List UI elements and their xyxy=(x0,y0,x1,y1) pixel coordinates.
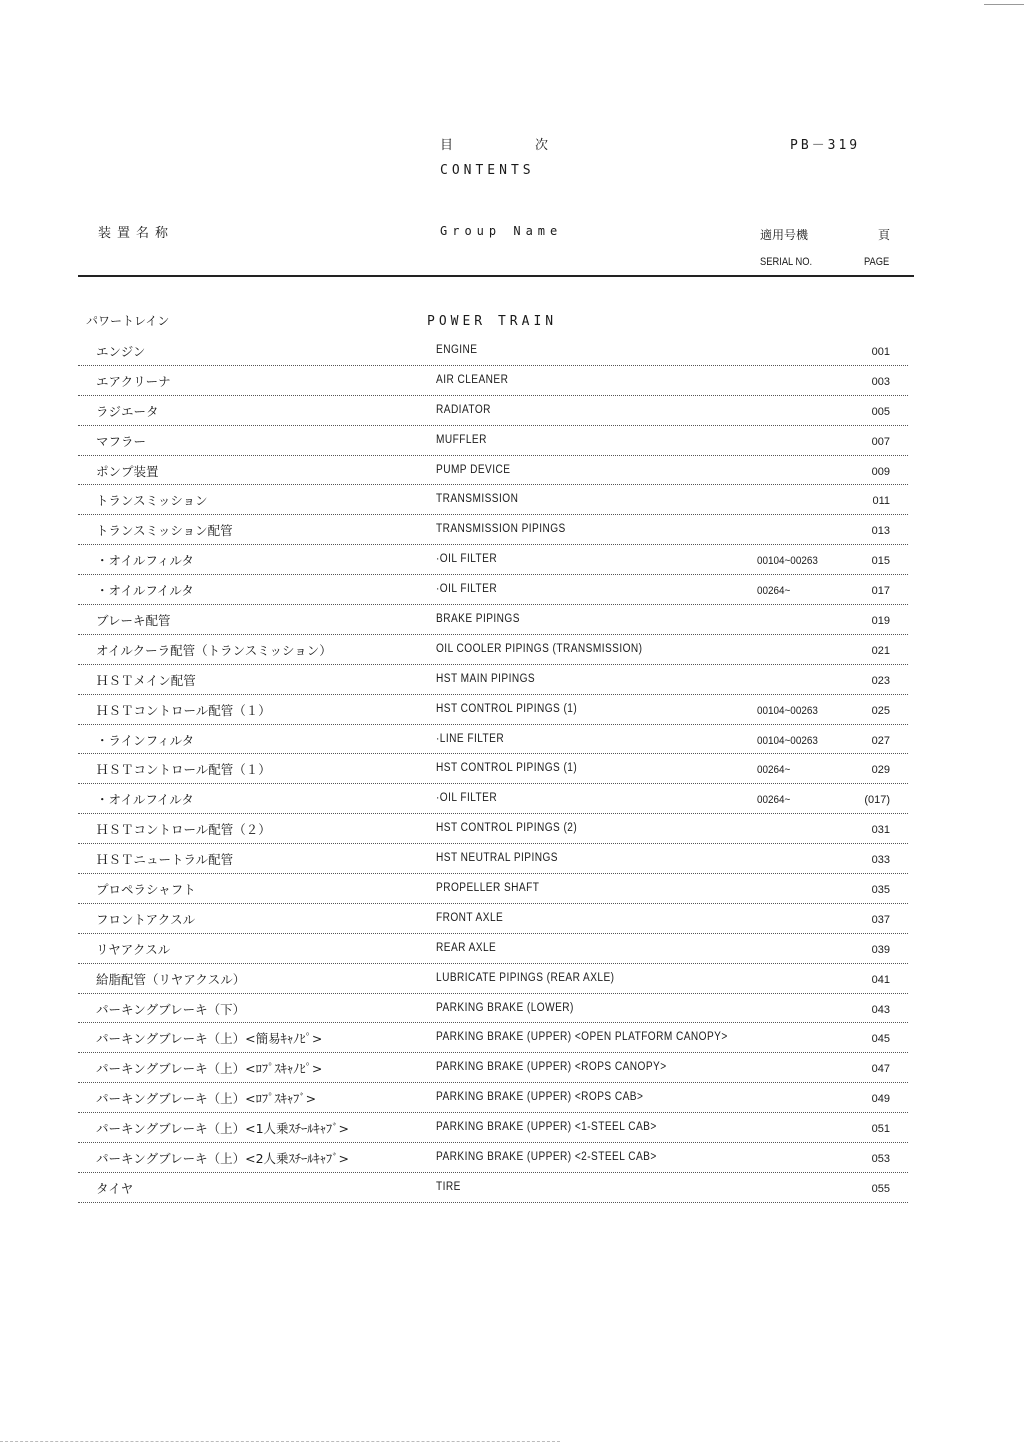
row-name-en: PUMP DEVICE xyxy=(436,463,511,476)
row-name-jp: ＨＳＴニュートラル配管 xyxy=(96,852,234,868)
row-page: (017) xyxy=(864,794,890,807)
row-page: 051 xyxy=(871,1123,890,1136)
row-name-en: ·OIL FILTER xyxy=(436,553,498,566)
row-name-jp: ＨＳＴコントロール配管（１） xyxy=(96,762,271,778)
section-title-jp: パワートレイン xyxy=(86,314,170,328)
contents-row xyxy=(78,426,908,456)
row-name-en: PARKING BRAKE (LOWER) xyxy=(436,1001,574,1014)
row-name-en: HST MAIN PIPINGS xyxy=(436,672,536,685)
contents-row xyxy=(78,336,908,366)
row-serial-no: 00104~00263 xyxy=(757,555,818,568)
contents-row xyxy=(78,934,908,964)
row-page: 015 xyxy=(871,555,890,568)
row-page: 023 xyxy=(871,674,890,687)
row-name-jp: ・ラインフィルタ xyxy=(96,732,195,748)
contents-row xyxy=(78,635,908,665)
row-page: 041 xyxy=(871,973,890,986)
row-name-en: TIRE xyxy=(436,1180,461,1193)
contents-row xyxy=(78,545,908,575)
contents-list xyxy=(0,336,1024,1203)
section-title-en: POWER TRAIN xyxy=(427,314,558,329)
row-name-en: ·LINE FILTER xyxy=(436,732,505,745)
row-page: 031 xyxy=(871,824,890,837)
row-page: 013 xyxy=(871,525,890,538)
row-name-jp: パーキングブレーキ（上）<簡易ｷｬﾉﾋﾟ> xyxy=(96,1031,323,1047)
contents-row xyxy=(78,874,908,904)
contents-row xyxy=(78,515,908,545)
row-name-jp: パーキングブレーキ（下） xyxy=(96,1001,246,1017)
contents-row xyxy=(78,456,908,486)
contents-row xyxy=(78,904,908,934)
row-name-jp: ＨＳＴコントロール配管（１） xyxy=(96,702,271,718)
row-name-jp: ＨＳＴコントロール配管（２） xyxy=(96,822,271,838)
header-divider xyxy=(78,275,914,277)
row-name-jp: マフラー xyxy=(96,433,147,449)
document-code: PB－319 xyxy=(790,138,861,153)
row-name-en: PARKING BRAKE (UPPER) <1-STEEL CAB> xyxy=(436,1121,657,1134)
row-name-en: AIR CLEANER xyxy=(436,373,509,386)
row-serial-no: 00264~ xyxy=(757,585,791,598)
row-name-jp: パーキングブレーキ（上）<2人乗ｽﾁｰﾙｷｬﾌﾞ> xyxy=(96,1151,350,1167)
column-header-page-jp: 頁 xyxy=(878,228,891,242)
contents-row xyxy=(78,994,908,1024)
row-page: 043 xyxy=(871,1003,890,1016)
column-header-serial-jp: 適用号機 xyxy=(760,228,809,242)
row-name-en: PARKING BRAKE (UPPER) <ROPS CAB> xyxy=(436,1091,644,1104)
row-name-jp: ポンプ装置 xyxy=(96,463,159,479)
row-name-en: BRAKE PIPINGS xyxy=(436,613,520,626)
contents-row xyxy=(78,814,908,844)
row-name-jp: パーキングブレーキ（上）<ﾛﾌﾟｽｷｬﾉﾋﾟ> xyxy=(96,1061,323,1077)
row-page: 005 xyxy=(871,405,890,418)
row-name-jp: リヤアクスル xyxy=(96,941,171,957)
row-name-jp: ・オイルフイルタ xyxy=(96,792,194,808)
scan-edge-mark xyxy=(984,4,1024,5)
row-name-en: ENGINE xyxy=(436,344,478,356)
contents-row xyxy=(78,695,908,725)
row-name-en: PARKING BRAKE (UPPER) <OPEN PLATFORM CANOPY> xyxy=(436,1031,728,1044)
contents-row xyxy=(78,1083,908,1113)
row-page: 007 xyxy=(871,435,890,448)
row-page: 001 xyxy=(871,346,890,358)
row-name-en: FRONT AXLE xyxy=(436,911,504,924)
contents-row xyxy=(78,754,908,784)
row-name-jp: 給脂配管（リヤアクスル） xyxy=(96,971,246,987)
row-name-en: HST NEUTRAL PIPINGS xyxy=(436,852,558,865)
contents-row xyxy=(78,964,908,994)
row-page: 009 xyxy=(871,465,890,478)
page-title-en: CONTENTS xyxy=(440,163,535,178)
row-name-jp: パーキングブレーキ（上）<1人乗ｽﾁｰﾙｷｬﾌﾞ> xyxy=(96,1121,350,1137)
scan-bottom-artifact xyxy=(0,1441,560,1443)
row-name-jp: ・オイルフィルタ xyxy=(96,553,194,569)
row-name-en: MUFFLER xyxy=(436,433,487,446)
row-name-jp: トランスミッション配管 xyxy=(96,523,233,539)
row-name-jp: ＨＳＴメイン配管 xyxy=(96,672,196,688)
row-name-jp: エンジン xyxy=(96,344,146,359)
contents-row xyxy=(78,844,908,874)
row-name-jp: オイルクーラ配管（トランスミッション） xyxy=(96,642,332,658)
row-name-en: HST CONTROL PIPINGS (2) xyxy=(436,822,578,835)
row-name-jp: プロペラシャフト xyxy=(96,882,196,898)
contents-row xyxy=(78,396,908,426)
contents-row xyxy=(78,725,908,755)
contents-row xyxy=(78,575,908,605)
row-page: 045 xyxy=(871,1033,890,1046)
column-header-page-en: PAGE xyxy=(864,256,890,268)
row-serial-no: 00104~00263 xyxy=(757,734,818,747)
row-name-en: RADIATOR xyxy=(436,403,491,416)
row-name-jp: ・オイルフイルタ xyxy=(96,583,194,599)
contents-row xyxy=(78,485,908,515)
row-serial-no: 00264~ xyxy=(757,794,791,807)
title-jp-char-1: 目 xyxy=(440,138,456,153)
row-name-en: ·OIL FILTER xyxy=(436,583,498,596)
row-page: 017 xyxy=(871,585,890,598)
row-name-en: OIL COOLER PIPINGS (TRANSMISSION) xyxy=(436,642,643,655)
row-name-jp: ブレーキ配管 xyxy=(96,613,171,629)
row-name-en: HST CONTROL PIPINGS (1) xyxy=(436,702,578,715)
row-page: 021 xyxy=(871,644,890,657)
row-page: 003 xyxy=(871,375,890,388)
row-name-jp: タイヤ xyxy=(96,1180,134,1196)
row-page: 025 xyxy=(871,704,890,717)
row-serial-no: 00264~ xyxy=(757,764,791,777)
title-jp-char-2: 次 xyxy=(535,138,551,153)
row-name-en: PARKING BRAKE (UPPER) <2-STEEL CAB> xyxy=(436,1151,657,1164)
row-page: 035 xyxy=(871,884,890,897)
row-page: 049 xyxy=(871,1093,890,1106)
page-title-jp xyxy=(440,134,550,153)
row-page: 011 xyxy=(872,495,890,508)
row-name-en: PROPELLER SHAFT xyxy=(436,882,540,895)
row-name-jp: パーキングブレーキ（上）<ﾛﾌﾟｽｷｬﾌﾞ> xyxy=(96,1091,317,1107)
row-name-en: ·OIL FILTER xyxy=(436,792,498,805)
row-name-en: PARKING BRAKE (UPPER) <ROPS CANOPY> xyxy=(436,1061,667,1074)
row-name-en: TRANSMISSION xyxy=(436,493,519,506)
row-page: 047 xyxy=(871,1063,890,1076)
row-page: 033 xyxy=(871,854,890,867)
row-name-en: REAR AXLE xyxy=(436,941,497,954)
row-page: 053 xyxy=(871,1153,890,1166)
row-name-jp: ラジエータ xyxy=(96,403,159,419)
row-name-jp: エアクリーナ xyxy=(96,373,171,389)
contents-row xyxy=(78,1173,908,1203)
row-name-en: LUBRICATE PIPINGS (REAR AXLE) xyxy=(436,971,615,984)
row-serial-no: 00104~00263 xyxy=(757,704,818,717)
column-header-name-jp: 装置名称 xyxy=(98,226,175,241)
row-name-jp: フロントアクスル xyxy=(96,911,196,927)
column-header-serial-en: SERIAL NO. xyxy=(760,256,813,268)
contents-row xyxy=(78,1143,908,1173)
row-page: 029 xyxy=(871,764,890,777)
contents-row xyxy=(78,1113,908,1143)
row-name-en: HST CONTROL PIPINGS (1) xyxy=(436,762,578,775)
contents-row xyxy=(78,784,908,814)
row-page: 037 xyxy=(871,913,890,926)
contents-row xyxy=(78,1053,908,1083)
contents-row xyxy=(78,665,908,695)
row-page: 039 xyxy=(871,943,890,956)
row-page: 055 xyxy=(871,1182,890,1195)
contents-row xyxy=(78,605,908,635)
row-name-jp: トランスミッション xyxy=(96,493,208,509)
column-header-group-name: Group Name xyxy=(440,224,563,238)
row-page: 027 xyxy=(871,734,890,747)
row-name-en: TRANSMISSION PIPINGS xyxy=(436,523,566,536)
contents-row xyxy=(78,1023,908,1053)
row-page: 019 xyxy=(871,615,890,628)
contents-row xyxy=(78,366,908,396)
